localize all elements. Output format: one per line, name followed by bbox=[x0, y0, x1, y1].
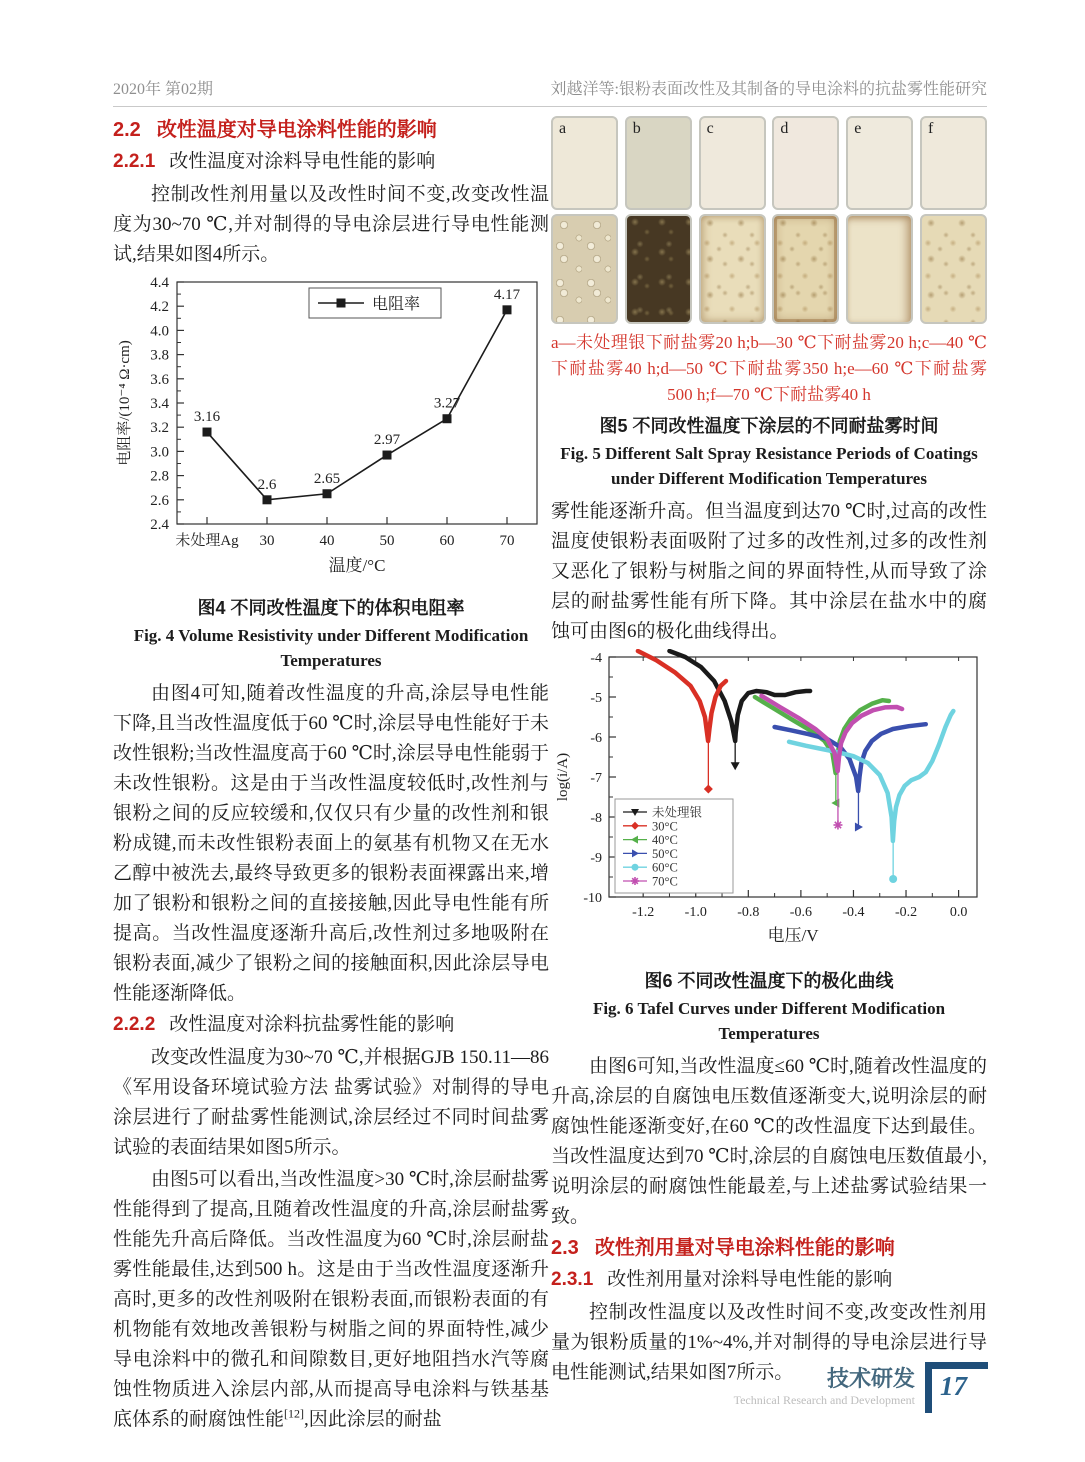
svg-text:60°C: 60°C bbox=[652, 860, 678, 875]
svg-text:3.0: 3.0 bbox=[150, 444, 169, 461]
svg-text:0.0: 0.0 bbox=[949, 905, 968, 920]
fig5-sample-a bbox=[551, 116, 618, 324]
svg-text:50: 50 bbox=[379, 533, 395, 549]
fig5-photo-strip bbox=[551, 116, 987, 324]
svg-text:-5: -5 bbox=[590, 691, 602, 706]
paragraph: 由图4可知,随着改性温度的升高,涂层导电性能下降,且当改性温度低于60 ℃时,涂层导电性能好于未改性银粉;当改性温度高于60 ℃时,涂层导电性能弱于未改性银粉。这是由于当改性温度较低时,改性剂与银粉之间的反应较缓和,仅仅只有少量的改性剂和银粉成键,而未改性银粉表面上的氨基有机物又在无水乙醇中被洗去,最终导致更多的银粉表面裸露出来,增加了银粉和银粉之间的直接接触,因此导电性能有所提高。当改性温度逐渐升高后,改性剂过多地吸附在银粉表面,减少了银粉之间的接触面积,因此涂层导电性能逐渐降低。 bbox=[113, 683, 549, 1004]
fig5-sample-a-after bbox=[551, 214, 618, 324]
fig5-sample-e-before bbox=[846, 116, 913, 210]
svg-text:未处理Ag: 未处理Ag bbox=[175, 533, 239, 549]
svg-text:-4: -4 bbox=[590, 651, 602, 666]
fig4-caption-en: Fig. 4 Volume Resistivity under Different Modification Temperatures bbox=[133, 626, 529, 670]
fig6-series-30°C bbox=[638, 651, 726, 794]
fig4-resistivity-chart bbox=[113, 272, 547, 584]
svg-text:未处理银: 未处理银 bbox=[652, 805, 703, 820]
svg-text:3.6: 3.6 bbox=[150, 371, 169, 388]
svg-text:-10: -10 bbox=[583, 891, 602, 906]
svg-text:40: 40 bbox=[319, 533, 335, 549]
fig5-sample-f bbox=[920, 116, 987, 324]
fig5-sample-b-before bbox=[625, 116, 692, 210]
fig5-sample-e-after bbox=[846, 214, 913, 324]
svg-text:2.97: 2.97 bbox=[373, 432, 401, 449]
footer-dept-en: Technical Research and Development bbox=[733, 1393, 915, 1407]
svg-text:2.8: 2.8 bbox=[150, 468, 169, 485]
svg-text:60: 60 bbox=[439, 533, 455, 549]
running-title: 刘越洋等:银粉表面改性及其制备的导电涂料的抗盐雾性能研究 bbox=[550, 81, 987, 98]
paragraph: 由图6可知,当改性温度≤60 ℃时,随着改性温度的升高,涂层的自腐蚀电压数值逐渐变大,说明涂层的耐腐蚀性能逐渐变好,在60 ℃的改性温度下达到最佳。当改性温度达到70 ℃时,涂层的自腐蚀电压数值最小,说明涂层的耐腐蚀性能最差,与上述盐雾试验结果一致。 bbox=[551, 1056, 987, 1227]
section-number: 2.2 bbox=[113, 119, 141, 141]
paragraph: 控制改性剂用量以及改性时间不变,改变改性温度为30~70 ℃,并对制得的导电涂层进行导电性能测试,结果如图4所示。 bbox=[113, 184, 549, 265]
svg-text:-7: -7 bbox=[590, 771, 602, 786]
section-number: 2.2.2 bbox=[113, 1014, 156, 1035]
svg-text:2.6: 2.6 bbox=[150, 492, 169, 509]
section-heading-2-3-1 bbox=[551, 1266, 987, 1294]
column-left bbox=[113, 114, 549, 1437]
fig5-sample-d-after bbox=[772, 214, 839, 324]
section-title: 改性温度对涂料导电性能的影响 bbox=[169, 151, 436, 172]
section-heading-2-2-2 bbox=[113, 1011, 549, 1039]
svg-text:-0.4: -0.4 bbox=[842, 905, 865, 920]
svg-text:2.65: 2.65 bbox=[313, 470, 341, 487]
fig5-sample-label: c bbox=[706, 120, 714, 137]
paragraph-text: 由图5可以看出,当改性温度>30 ℃时,涂层耐盐雾性能得到了提高,且随着改性温度的升高,涂层耐盐雾性能先升高后降低。当改性温度为60 ℃时,涂层耐盐雾性能最佳,达到500 h。这是由于当改性温度逐渐升高时,更多的改性剂吸附在银粉表面,而银粉表面的有机物能有效地改善银粉与树脂之间的界面特性,减少导电涂料中的微孔和间隙数目,更好地阻挡水汽等腐蚀性物质进入涂层内部,从而提高导电涂料与铁基基底体系的耐腐蚀性能 bbox=[113, 1169, 549, 1430]
section-title: 改性温度对导电涂料性能的影响 bbox=[156, 119, 437, 141]
fig6-caption-en: Fig. 6 Tafel Curves under Different Modification Temperatures bbox=[592, 999, 946, 1043]
fig5-sample-label: b bbox=[632, 120, 641, 137]
svg-text:-6: -6 bbox=[590, 731, 602, 746]
fig5-sample-c-before bbox=[699, 116, 766, 210]
fig5-sample-f-before bbox=[920, 116, 987, 210]
svg-text:30: 30 bbox=[259, 533, 275, 549]
svg-text:-9: -9 bbox=[590, 851, 602, 866]
fig5-sample-b-after bbox=[625, 214, 692, 324]
fig4-caption-zh: 图4 不同改性温度下的体积电阻率 bbox=[197, 598, 465, 618]
issue-label: 2020年 第02期 bbox=[113, 81, 214, 98]
section-number: 2.3 bbox=[551, 1237, 579, 1259]
paragraph-text: ,因此涂层的耐盐 bbox=[304, 1409, 442, 1430]
section-heading-2-2-1 bbox=[113, 148, 549, 176]
paragraph: 控制改性温度以及改性时间不变,改变改性剂用量为银粉质量的1%~4%,并对制得的导电涂层进行导电性能测试,结果如图7所示。 bbox=[551, 1302, 987, 1383]
fig5-sample-c-after bbox=[699, 214, 766, 324]
svg-text:-8: -8 bbox=[590, 811, 602, 826]
svg-text:-1.0: -1.0 bbox=[684, 905, 707, 920]
section-number: 2.2.1 bbox=[113, 151, 156, 172]
footer-dept-zh: 技术研发 bbox=[826, 1366, 915, 1391]
section-title: 改性剂用量对导电涂料性能的影响 bbox=[594, 1237, 895, 1259]
column-right bbox=[551, 112, 987, 1390]
section-title: 改性剂用量对涂料导电性能的影响 bbox=[607, 1269, 893, 1290]
svg-text:3.4: 3.4 bbox=[150, 396, 169, 412]
paragraph: 雾性能逐渐升高。但当温度到达70 ℃时,过高的改性温度使银粉表面吸附了过多的改性剂,过多的改性剂又恶化了银粉与树脂之间的界面特性,从而导致了涂层的耐盐雾性能有所下降。其中涂层在盐水中的腐蚀可由图6的极化曲线得出。 bbox=[551, 501, 987, 642]
page-number-bracket bbox=[925, 1362, 988, 1413]
fig4-series bbox=[194, 287, 521, 504]
page-footer bbox=[734, 1362, 988, 1413]
footer-text bbox=[734, 1362, 915, 1408]
svg-text:4.0: 4.0 bbox=[150, 323, 169, 340]
fig5-caption-en: Fig. 5 Different Salt Spray Resistance Periods of Coatings under Different Modification Temperatures bbox=[560, 444, 978, 488]
svg-text:4.2: 4.2 bbox=[150, 299, 169, 316]
paragraph bbox=[113, 1165, 549, 1435]
fig5-sample-label: f bbox=[927, 120, 934, 137]
fig5-sample-label: e bbox=[854, 120, 862, 137]
fig6-caption-zh: 图6 不同改性温度下的极化曲线 bbox=[644, 971, 894, 991]
svg-text:-0.8: -0.8 bbox=[737, 905, 760, 920]
fig5-sample-a-before bbox=[551, 116, 618, 210]
fig6-tafel-chart bbox=[551, 649, 985, 957]
paragraph: 改变改性温度为30~70 ℃,并根据GJB 150.11—86《军用设备环境试验方法 盐雾试验》对制得的导电涂层进行了耐盐雾性能测试,涂层经过不同时间盐雾试验的表面结果如图5所示。 bbox=[113, 1047, 549, 1158]
section-heading-2-3 bbox=[551, 1234, 987, 1262]
page-header bbox=[113, 76, 987, 107]
section-heading-2-2 bbox=[113, 116, 549, 144]
svg-text:2.6: 2.6 bbox=[257, 476, 277, 493]
fig5-caption-zh: 图5 不同改性温度下涂层的不同耐盐雾时间 bbox=[599, 416, 939, 436]
svg-text:-0.6: -0.6 bbox=[789, 905, 812, 920]
svg-text:3.8: 3.8 bbox=[150, 347, 169, 364]
svg-text:50°C: 50°C bbox=[652, 846, 678, 861]
fig6-series-50°C bbox=[775, 724, 926, 831]
svg-text:3.16: 3.16 bbox=[193, 409, 221, 426]
fig5-sample-e bbox=[846, 116, 913, 324]
svg-text:30°C: 30°C bbox=[652, 819, 678, 834]
svg-text:3.27: 3.27 bbox=[433, 395, 461, 412]
fig4-xlabel: 温度/°C bbox=[328, 556, 386, 575]
svg-text:2.4: 2.4 bbox=[150, 517, 169, 533]
figure-6 bbox=[551, 649, 987, 1046]
svg-text:4.4: 4.4 bbox=[150, 275, 169, 291]
svg-text:70°C: 70°C bbox=[652, 874, 678, 889]
fig5-sample-c bbox=[699, 116, 766, 324]
svg-text:40°C: 40°C bbox=[652, 833, 678, 848]
fig5-note: a—未处理银下耐盐雾20 h;b—30 ℃下耐盐雾20 h;c—40 ℃下耐盐雾40 h;d—50 ℃下耐盐雾350 h;e—60 ℃下耐盐雾500 h;f—70 ℃下耐盐雾40 h bbox=[551, 333, 987, 404]
section-title: 改性温度对涂料抗盐雾性能的影响 bbox=[169, 1014, 455, 1035]
reference-marker: [12] bbox=[284, 1406, 305, 1421]
figure-4 bbox=[113, 272, 549, 673]
fig5-sample-d-before bbox=[772, 116, 839, 210]
fig4-ylabel: 电阻率/(10⁻⁴ Ω·cm) bbox=[117, 340, 133, 466]
svg-text:70: 70 bbox=[499, 533, 515, 549]
fig5-sample-b bbox=[625, 116, 692, 324]
fig6-ylabel: log(i/A) bbox=[555, 752, 571, 802]
svg-text:4.17: 4.17 bbox=[493, 286, 521, 303]
svg-text:-0.2: -0.2 bbox=[894, 905, 918, 920]
page-number: 17 bbox=[940, 1371, 967, 1401]
fig6-legend bbox=[615, 799, 733, 893]
figure-5 bbox=[551, 116, 987, 491]
fig5-sample-d bbox=[772, 116, 839, 324]
fig5-sample-label: a bbox=[559, 120, 567, 137]
fig6-xlabel: 电压/V bbox=[767, 926, 819, 945]
fig5-sample-label: d bbox=[780, 120, 789, 137]
fig5-sample-f-after bbox=[920, 214, 987, 324]
svg-text:电阻率: 电阻率 bbox=[372, 296, 421, 313]
svg-text:3.2: 3.2 bbox=[150, 420, 169, 437]
svg-text:-1.2: -1.2 bbox=[632, 905, 655, 920]
fig4-legend bbox=[309, 288, 441, 318]
section-number: 2.3.1 bbox=[551, 1269, 594, 1290]
